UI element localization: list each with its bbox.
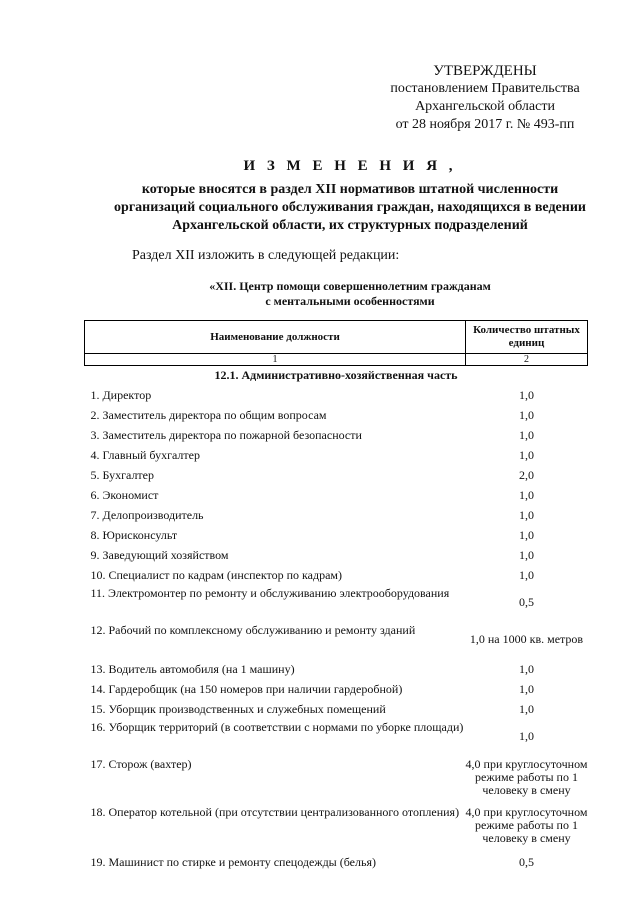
position-cell: 4. Главный бухгалтер	[90, 448, 200, 462]
quantity-cell: 1,0	[519, 682, 534, 696]
quantity-cell: 4,0 при круглосуточном режиме работы по 1 человеку в смену	[465, 805, 588, 845]
document-title	[70, 158, 630, 235]
position-cell: 17. Сторож (вахтер)	[90, 757, 192, 771]
table-row	[85, 507, 588, 527]
position-cell: 11. Электромонтер по ремонту и обслуживанию электрооборудования	[90, 586, 450, 600]
table-row	[85, 806, 588, 854]
table-row	[85, 427, 588, 447]
approval-line-1: постановлением Правительства	[390, 81, 580, 96]
table-row	[85, 681, 588, 701]
table-row	[85, 527, 588, 547]
position-cell: 6. Экономист	[90, 488, 159, 502]
table-row	[85, 487, 588, 507]
header-quantity: Количество штатных единиц	[466, 321, 588, 354]
quantity-cell: 1,0	[519, 428, 534, 442]
approval-block	[370, 62, 600, 134]
table-row	[85, 407, 588, 427]
approval-line-3: от 28 ноября 2017 г. № 493-пп	[395, 117, 575, 132]
table-row	[85, 854, 588, 874]
table-row	[85, 447, 588, 467]
position-cell: 13. Водитель автомобиля (на 1 машину)	[90, 662, 295, 676]
position-cell: 15. Уборщик производственных и служебных помещений	[90, 702, 386, 716]
quantity-cell: 1,0 на 1000 кв. метров	[469, 632, 584, 646]
position-cell: 10. Специалист по кадрам (инспектор по кадрам)	[90, 568, 343, 582]
approval-heading: УТВЕРЖДЕНЫ	[433, 63, 537, 79]
table-row	[85, 587, 588, 624]
instruction-text: Раздел XII изложить в следующей редакции:	[132, 248, 400, 263]
quantity-cell: 2,0	[519, 468, 534, 482]
position-cell: 9. Заведующий хозяйством	[90, 548, 229, 562]
column-number-1: 1	[85, 354, 466, 366]
quantity-cell: 1,0	[519, 408, 534, 422]
position-cell: 14. Гардеробщик (на 150 номеров при наличии гардеробной)	[90, 682, 403, 696]
position-cell: 3. Заместитель директора по пожарной безопасности	[90, 428, 362, 442]
quantity-cell: 4,0 при круглосуточном режиме работы по 1 человеку в смену	[465, 757, 588, 797]
section-title-line-1: «XII. Центр помощи совершеннолетним гражданам	[209, 279, 491, 293]
quantity-cell: 1,0	[519, 488, 534, 502]
table-row	[85, 567, 588, 587]
quantity-cell: 0,5	[519, 855, 534, 869]
position-cell: 12. Рабочий по комплексному обслуживанию и ремонту зданий	[90, 623, 416, 637]
approval-line-2: Архангельской области	[415, 99, 555, 114]
position-cell: 8. Юрисконсульт	[90, 528, 178, 542]
table-row	[85, 624, 588, 661]
position-cell: 7. Делопроизводитель	[90, 508, 204, 522]
table-row	[85, 758, 588, 806]
quantity-cell: 1,0	[519, 548, 534, 562]
header-position: Наименование должности	[85, 321, 466, 354]
staff-table	[84, 320, 588, 874]
table-row	[85, 721, 588, 758]
position-cell: 2. Заместитель директора по общим вопросам	[90, 408, 327, 422]
table-row	[85, 547, 588, 567]
table-row	[85, 467, 588, 487]
position-cell: 18. Оператор котельной (при отсутствии централизованного отопления)	[90, 805, 460, 819]
title-word: И З М Е Н Е Н И Я ,	[243, 158, 457, 174]
table-row	[85, 387, 588, 407]
table-row	[85, 661, 588, 681]
quantity-cell: 1,0	[519, 448, 534, 462]
position-cell: 1. Директор	[90, 388, 152, 402]
position-cell: 16. Уборщик территорий (в соответствии с нормами по уборке площади)	[90, 720, 464, 734]
title-line-1: которые вносятся в раздел XII нормативов штатной численности	[141, 182, 559, 197]
section-title-line-2: с ментальными особенностями	[265, 294, 435, 308]
position-cell: 5. Бухгалтер	[90, 468, 155, 482]
quantity-cell: 1,0	[519, 508, 534, 522]
table-row	[85, 701, 588, 721]
quantity-cell: 1,0	[519, 388, 534, 402]
position-cell: 19. Машинист по стирке и ремонту спецодежды (белья)	[90, 855, 376, 869]
quantity-cell: 1,0	[519, 702, 534, 716]
quantity-cell: 1,0	[519, 568, 534, 582]
quantity-cell: 1,0	[519, 528, 534, 542]
title-line-3: Архангельской области, их структурных подразделений	[172, 218, 528, 233]
column-number-2: 2	[466, 354, 588, 366]
quantity-cell: 1,0	[519, 729, 534, 743]
quantity-cell: 1,0	[519, 662, 534, 676]
quantity-cell: 0,5	[519, 595, 534, 609]
section-title	[150, 279, 550, 309]
group-title: 12.1. Административно-хозяйственная часть	[214, 368, 458, 382]
title-line-2: организаций социального обслуживания граждан, находящихся в ведении	[114, 200, 586, 215]
